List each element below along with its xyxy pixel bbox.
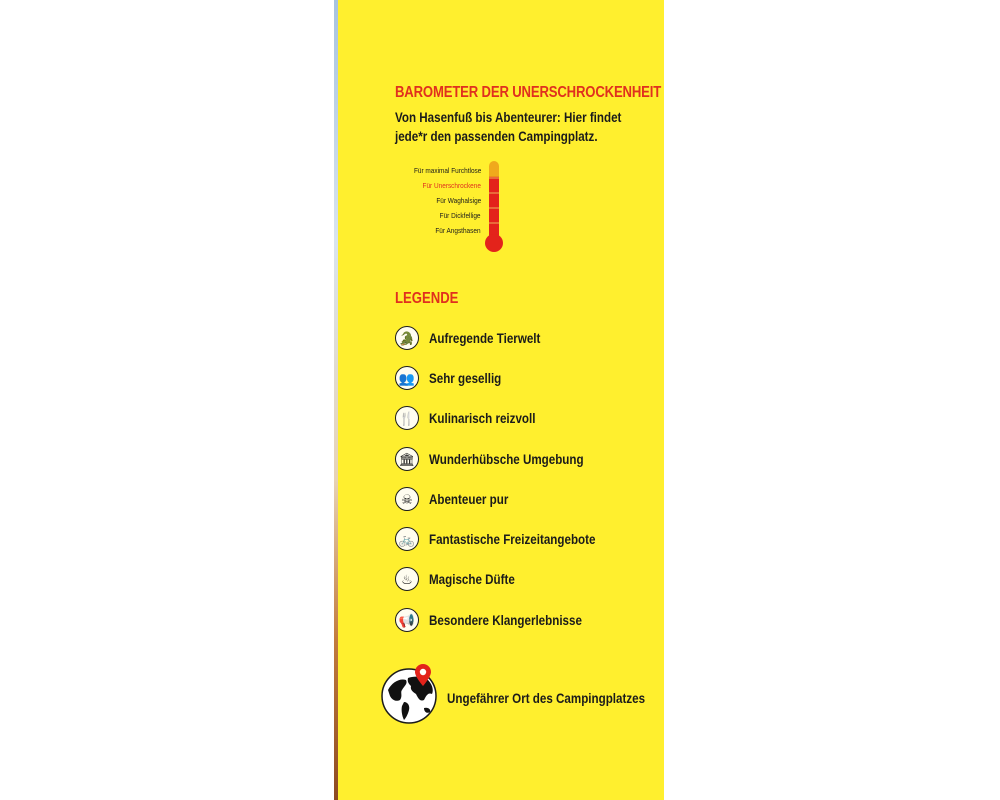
legend-item-label: Aufregende Tierwelt [429,331,541,346]
location-label: Ungefährer Ort des Campingplatzes [447,691,646,706]
animal-icon: 🐊 [395,326,419,350]
legend-item-label: Kulinarisch reizvoll [429,411,536,426]
scent-icon: ♨ [395,567,419,591]
legend-item-label: Besondere Klangerlebnisse [429,613,582,628]
skull-icon: ☠ [395,487,419,511]
thermometer-bulb [485,234,503,252]
thermometer-icon [482,160,506,256]
level-label: Für Dickfellige [440,211,481,220]
legend-item-label: Wunderhübsche Umgebung [429,452,584,467]
legend-item-label: Magische Düfte [429,572,515,587]
legend-title: LEGENDE [395,290,459,307]
level-label: Für Waghalsige [436,196,481,205]
globe-pin-icon [380,662,442,724]
dining-icon: 🍴 [395,406,419,430]
landscape-icon: 🏛 [395,447,419,471]
barometer-subtitle: Von Hasenfuß bis Abenteurer: Hier findet jede*r den passenden Campingplatz. [395,110,622,144]
group-icon: 👥 [395,366,419,390]
level-label: Für Angsthasen [435,226,481,235]
level-label-active: Für Unerschrockene [422,181,481,190]
level-label: Für maximal Furchtlose [413,166,481,175]
megaphone-icon: 📢 [395,608,419,632]
unicycle-icon: 🚲 [395,527,419,551]
barometer-title: BAROMETER DER UNERSCHROCKENHEIT [395,84,662,101]
legend-item-label: Sehr gesellig [429,371,502,386]
legend-item-label: Abenteuer pur [429,492,509,507]
legend-item-label: Fantastische Freizeitangebote [429,532,596,547]
